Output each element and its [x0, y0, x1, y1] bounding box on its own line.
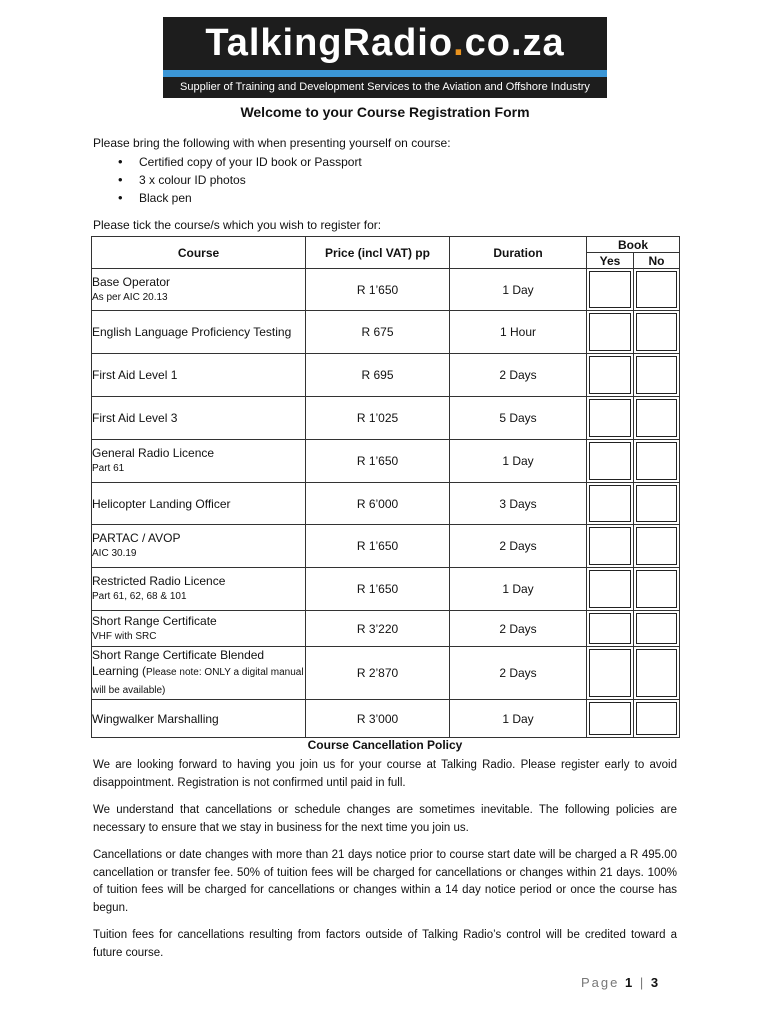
no-checkbox[interactable]	[636, 570, 677, 608]
course-price: R 1’025	[306, 397, 450, 440]
header-price: Price (incl VAT) pp	[306, 237, 450, 269]
yes-checkbox[interactable]	[589, 399, 631, 437]
list-item: • Black pen	[118, 189, 362, 207]
table-row	[92, 525, 680, 568]
yes-checkbox[interactable]	[589, 702, 631, 735]
course-note: Please note: ONLY a digital manual will be available)	[92, 667, 304, 696]
yes-checkbox[interactable]	[589, 649, 631, 697]
table-row	[92, 354, 680, 397]
course-name: Restricted Radio Licence	[92, 574, 226, 588]
table-row	[92, 269, 680, 311]
page-number: Page 1 | 3	[581, 975, 661, 990]
no-checkbox[interactable]	[636, 399, 677, 437]
course-name: First Aid Level 1	[92, 354, 306, 397]
course-price: R 2’870	[306, 647, 450, 700]
header-duration: Duration	[450, 237, 587, 269]
logo-stripe	[163, 70, 607, 77]
list-item: • 3 x colour ID photos	[118, 171, 362, 189]
course-table	[91, 236, 680, 738]
table-row	[92, 611, 680, 647]
course-duration: 2 Days	[450, 525, 587, 568]
policy-title: Course Cancellation Policy	[307, 738, 463, 752]
course-name: Base Operator	[92, 274, 171, 289]
course-price: R 1’650	[306, 525, 450, 568]
course-duration: 1 Day	[450, 440, 587, 483]
yes-checkbox[interactable]	[589, 485, 631, 522]
yes-checkbox[interactable]	[589, 570, 631, 608]
course-price: R 1’650	[306, 269, 450, 311]
no-checkbox[interactable]	[636, 442, 677, 480]
course-name: PARTAC / AVOP	[92, 531, 181, 545]
course-duration: 5 Days	[450, 397, 587, 440]
course-price: R 6’000	[306, 483, 450, 525]
form-title: Welcome to your Course Registration Form	[240, 104, 530, 120]
policy-paragraph: We are looking forward to having you join us for your course at Talking Radio. Please register early to avoid disappointment. Registration is not confirmed until paid in full.	[93, 759, 677, 789]
policy-paragraph: Cancellations or date changes with more than 21 days notice prior to course start date will be charged a R 495.00 cancellation or transfer fee. 50% of tuition fees will be charged for cancellations or changes within 21 days. 100% of tuition fees will be charged for cancellations or changes within a 14 day notice period or once the course has begun.	[93, 849, 677, 914]
course-price: R 675	[306, 311, 450, 354]
table-row	[92, 700, 680, 738]
logo-tagline: Supplier of Training and Development Services to the Aviation and Offshore Industry	[180, 81, 590, 93]
tick-intro: Please tick the course/s which you wish to register for:	[93, 218, 382, 232]
course-price: R 695	[306, 354, 450, 397]
table-row	[92, 440, 680, 483]
course-duration: 1 Day	[450, 269, 587, 311]
bring-intro: Please bring the following with when presenting yourself on course:	[93, 136, 451, 150]
no-checkbox[interactable]	[636, 271, 677, 308]
course-price: R 1’650	[306, 568, 450, 611]
course-name: Helicopter Landing Officer	[92, 483, 306, 525]
header-yes: Yes	[587, 253, 634, 269]
course-note: Part 61	[92, 463, 125, 474]
course-name: First Aid Level 3	[92, 397, 306, 440]
header-course: Course	[92, 237, 306, 269]
course-name: Short Range Certificate	[92, 613, 217, 628]
course-note: As per AIC 20.13	[92, 291, 168, 303]
yes-checkbox[interactable]	[589, 442, 631, 480]
course-duration: 1 Day	[450, 700, 587, 738]
header-no: No	[634, 253, 680, 269]
course-name: Short Range Certificate Blended Learning (	[92, 648, 265, 678]
no-checkbox[interactable]	[636, 702, 677, 735]
logo-wordmark: TalkingRadio.co.za	[205, 22, 565, 64]
yes-checkbox[interactable]	[589, 356, 631, 394]
course-price: R 3’220	[306, 611, 450, 647]
course-note: Part 61, 62, 68 & 101	[92, 591, 187, 602]
table-row	[92, 647, 680, 700]
policy-paragraph: Tuition fees for cancellations resulting from factors outside of Talking Radio’s control will be credited toward a future course.	[93, 929, 677, 959]
yes-checkbox[interactable]	[589, 313, 631, 351]
course-duration: 2 Days	[450, 647, 587, 700]
bring-list	[118, 153, 362, 207]
course-price: R 3’000	[306, 700, 450, 738]
policy-paragraph: We understand that cancellations or schedule changes are sometimes inevitable. The following policies are necessary to ensure that we stay in business for the next time you join us.	[93, 804, 677, 834]
table-row	[92, 568, 680, 611]
yes-checkbox[interactable]	[589, 527, 631, 565]
course-duration: 2 Days	[450, 611, 587, 647]
course-name: English Language Proficiency Testing	[92, 311, 306, 354]
course-name: Wingwalker Marshalling	[92, 700, 306, 738]
table-row	[92, 483, 680, 525]
course-duration: 1 Day	[450, 568, 587, 611]
yes-checkbox[interactable]	[589, 271, 631, 308]
course-name: General Radio Licence	[92, 446, 215, 460]
yes-checkbox[interactable]	[589, 613, 631, 644]
list-item: • Certified copy of your ID book or Passport	[118, 153, 362, 171]
no-checkbox[interactable]	[636, 356, 677, 394]
course-note: VHF with SRC	[92, 630, 157, 642]
no-checkbox[interactable]	[636, 527, 677, 565]
no-checkbox[interactable]	[636, 649, 677, 697]
company-logo	[163, 17, 607, 98]
no-checkbox[interactable]	[636, 313, 677, 351]
table-row	[92, 311, 680, 354]
course-duration: 2 Days	[450, 354, 587, 397]
course-price: R 1’650	[306, 440, 450, 483]
course-duration: 3 Days	[450, 483, 587, 525]
header-book: Book	[587, 237, 680, 253]
no-checkbox[interactable]	[636, 485, 677, 522]
course-duration: 1 Hour	[450, 311, 587, 354]
no-checkbox[interactable]	[636, 613, 677, 644]
course-note: AIC 30.19	[92, 548, 137, 559]
table-row	[92, 397, 680, 440]
